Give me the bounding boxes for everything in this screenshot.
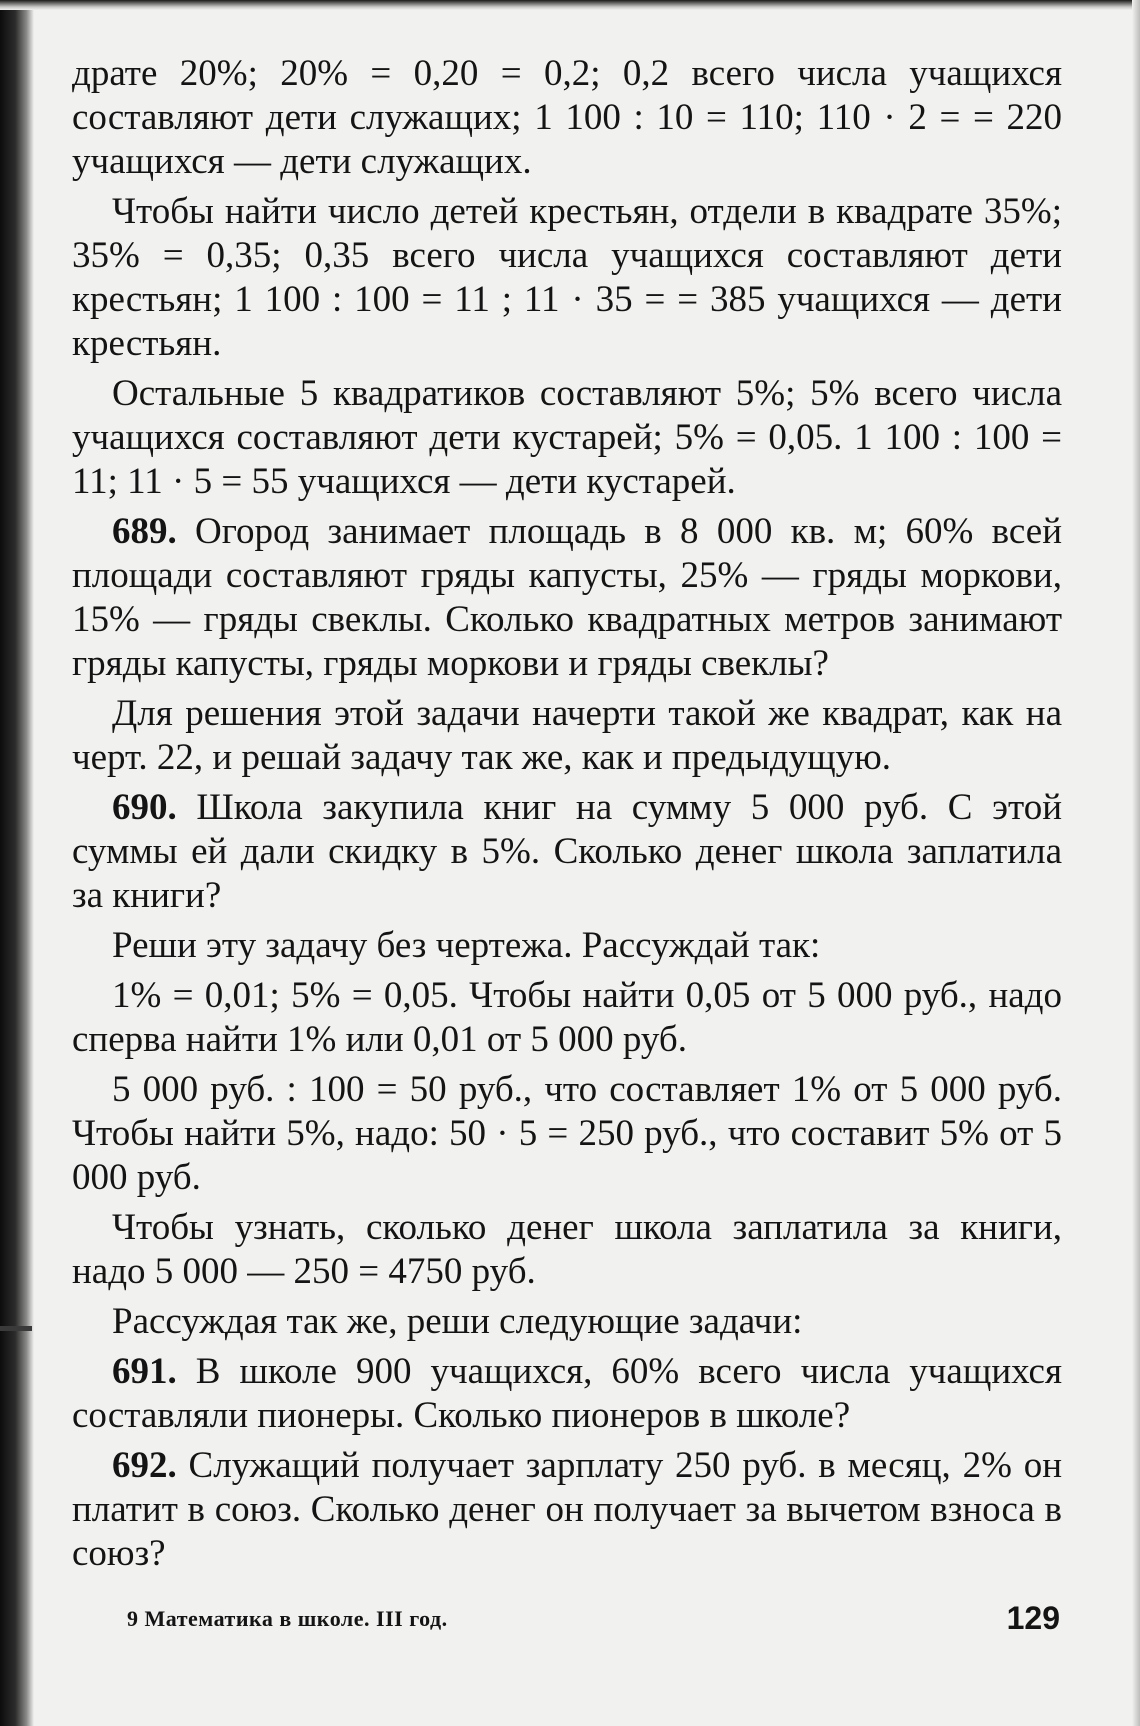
paragraph-text: Реши эту задачу без чертежа. Рассуждай так: (112, 925, 821, 966)
paragraph-hint-689 (72, 692, 1062, 780)
scan-edge-left (0, 0, 34, 1726)
scan-edge-right (1132, 0, 1140, 1726)
margin-mark (0, 1326, 32, 1331)
page-footer (72, 1600, 1062, 1644)
paragraph-text: 1% = 0,01; 5% = 0,05. Чтобы найти 0,05 от 5 000 руб., надо сперва найти 1% или 0,01 от 5 000 руб. (72, 975, 1062, 1060)
problem-689 (72, 510, 1062, 686)
paragraph-solution-peasants (72, 190, 1062, 366)
problem-number: 689. (112, 511, 177, 552)
problem-number: 691. (112, 1351, 177, 1392)
paragraph-text: Чтобы узнать, сколько денег школа заплатила за книги, надо 5 000 — 250 = 4750 руб. (72, 1207, 1062, 1292)
paragraph-text: драте 20%; 20% = 0,20 = 0,2; 0,2 всего числа учащихся составляют дети служащих; 1 100 : 10 = 110; 110 · 2 = = 220 учащихся — дети служащих. (72, 53, 1062, 182)
problem-text: Огород занимает площадь в 8 000 кв. м; 60% всей площади составляют гряды капусты, 25% — гряды моркови, 15% — гряды свеклы. Сколько квадратных метров занимают гряды капусты, гряды моркови и гряды свеклы? (72, 511, 1062, 684)
paragraph-text: Для решения этой задачи начерти такой же квадрат, как на черт. 22, и решай задачу так же, как и предыдущую. (72, 693, 1062, 778)
problem-text: В школе 900 учащихся, 60% всего числа учащихся составляли пионеры. Сколько пионеров в школе? (72, 1351, 1062, 1436)
paragraph-text: Чтобы найти число детей крестьян, отдели в квадрате 35%; 35% = 0,35; 0,35 всего числа учащихся составляют дети крестьян; 1 100 : 100 = 11 ; 11 · 35 = = 385 учащихся — дети крестьян. (72, 191, 1062, 364)
problem-text: Служащий получает зарплату 250 руб. в месяц, 2% он платит в союз. Сколько денег он получает за вычетом взноса в союз? (72, 1445, 1062, 1574)
paragraph-instruction (72, 924, 1062, 968)
paragraph-text: Рассуждая так же, реши следующие задачи: (112, 1301, 803, 1342)
paragraph-step-3 (72, 1206, 1062, 1294)
page-number: 129 (1006, 1600, 1060, 1636)
problem-692 (72, 1444, 1062, 1576)
paragraph-solution-artisans (72, 372, 1062, 504)
scan-edge-top (0, 0, 1140, 10)
paragraph-text: Остальные 5 квадратиков составляют 5%; 5% всего числа учащихся составляют дети кустарей; 5% = 0,05. 1 100 : 100 = 11; 11 · 5 = 55 учащихся — дети кустарей. (72, 373, 1062, 502)
problem-690 (72, 786, 1062, 918)
paragraph-step-2 (72, 1068, 1062, 1200)
paragraph-continuation (72, 52, 1062, 184)
problem-691 (72, 1350, 1062, 1438)
problem-number: 692. (112, 1445, 177, 1486)
paragraph-step-1 (72, 974, 1062, 1062)
paragraph-text: 5 000 руб. : 100 = 50 руб., что составляет 1% от 5 000 руб. Чтобы найти 5%, надо: 50 · 5 = 250 руб., что составит 5% от 5 000 руб. (72, 1069, 1062, 1198)
problem-text: Школа закупила книг на сумму 5 000 руб. С этой суммы ей дали скидку в 5%. Сколько денег школа заплатила за книги? (72, 787, 1062, 916)
problem-number: 690. (112, 787, 177, 828)
page-text (72, 52, 1062, 1582)
printer-signature: 9 Математика в школе. III год. (127, 1606, 448, 1631)
paragraph-instruction-next (72, 1300, 1062, 1344)
